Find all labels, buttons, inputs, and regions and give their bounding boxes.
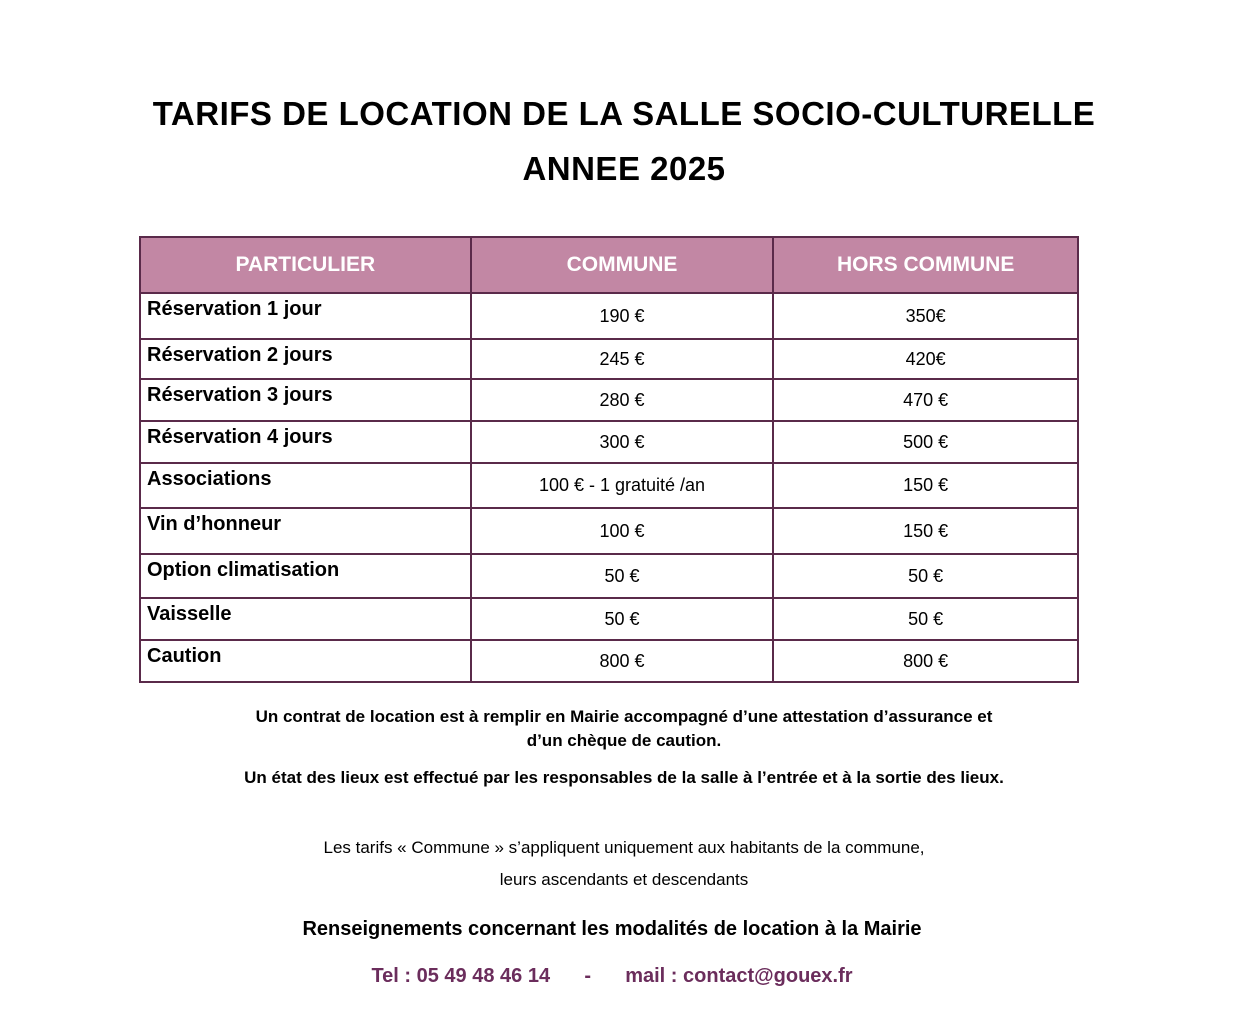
page-subtitle-year: ANNEE 2025 [522, 150, 726, 187]
contract-note-line1: Un contrat de location est à remplir en Mairie accompagné d’une attestation d’assurance et [255, 707, 993, 726]
header-particulier: PARTICULIER [140, 237, 471, 293]
renseignements-heading: Renseignements concernant les modalités de location à la Mairie [302, 918, 922, 940]
row-label: Réservation 3 jours [140, 379, 471, 421]
row-label: Réservation 2 jours [140, 339, 471, 379]
commune-price: 190 € [471, 293, 774, 339]
hors-commune-price: 150 € [773, 463, 1078, 508]
row-label: Réservation 4 jours [140, 421, 471, 463]
table-row [140, 339, 1078, 379]
contact-separator: - [584, 965, 591, 987]
hors-commune-price: 500 € [773, 421, 1078, 463]
contract-note [0, 705, 1240, 753]
table-header-row [140, 237, 1078, 293]
table-row [140, 379, 1078, 421]
table-row [140, 421, 1078, 463]
row-label: Réservation 1 jour [140, 293, 471, 339]
tarif-note-line2: leurs ascendants et descendants [499, 870, 749, 889]
table-row [140, 554, 1078, 598]
rates-table [139, 236, 1079, 683]
contract-note-line2: d’un chèque de caution. [526, 731, 722, 750]
hors-commune-price: 800 € [773, 640, 1078, 682]
hors-commune-price: 50 € [773, 598, 1078, 640]
header-hors-commune: HORS COMMUNE [773, 237, 1078, 293]
commune-price: 50 € [471, 598, 774, 640]
row-label: Option climatisation [140, 554, 471, 598]
hors-commune-price: 420€ [773, 339, 1078, 379]
commune-price: 300 € [471, 421, 774, 463]
commune-price: 100 € - 1 gratuité /an [471, 463, 774, 508]
row-label: Vin d’honneur [140, 508, 471, 554]
commune-price: 280 € [471, 379, 774, 421]
commune-price: 245 € [471, 339, 774, 379]
commune-price: 50 € [471, 554, 774, 598]
commune-price: 100 € [471, 508, 774, 554]
table-row [140, 598, 1078, 640]
row-label: Caution [140, 640, 471, 682]
inventory-note: Un état des lieux est effectué par les responsables de la salle à l’entrée et à la sortie des lieux. [244, 768, 1004, 787]
tarif-note [0, 832, 1240, 896]
phone-number: Tel : 05 49 48 46 14 [371, 965, 551, 987]
table-row [140, 640, 1078, 682]
row-label: Vaisselle [140, 598, 471, 640]
contact-line [0, 965, 1224, 988]
table-row [140, 508, 1078, 554]
hors-commune-price: 50 € [773, 554, 1078, 598]
page-title: TARIFS DE LOCATION DE LA SALLE SOCIO-CULTURELLE [152, 95, 1096, 132]
table-row [140, 293, 1078, 339]
hors-commune-price: 150 € [773, 508, 1078, 554]
tarif-note-line1: Les tarifs « Commune » s’appliquent uniquement aux habitants de la commune, [323, 838, 925, 857]
hors-commune-price: 470 € [773, 379, 1078, 421]
row-label: Associations [140, 463, 471, 508]
table-row [140, 463, 1078, 508]
header-commune: COMMUNE [471, 237, 774, 293]
hors-commune-price: 350€ [773, 293, 1078, 339]
commune-price: 800 € [471, 640, 774, 682]
email-address: mail : contact@gouex.fr [625, 965, 853, 987]
